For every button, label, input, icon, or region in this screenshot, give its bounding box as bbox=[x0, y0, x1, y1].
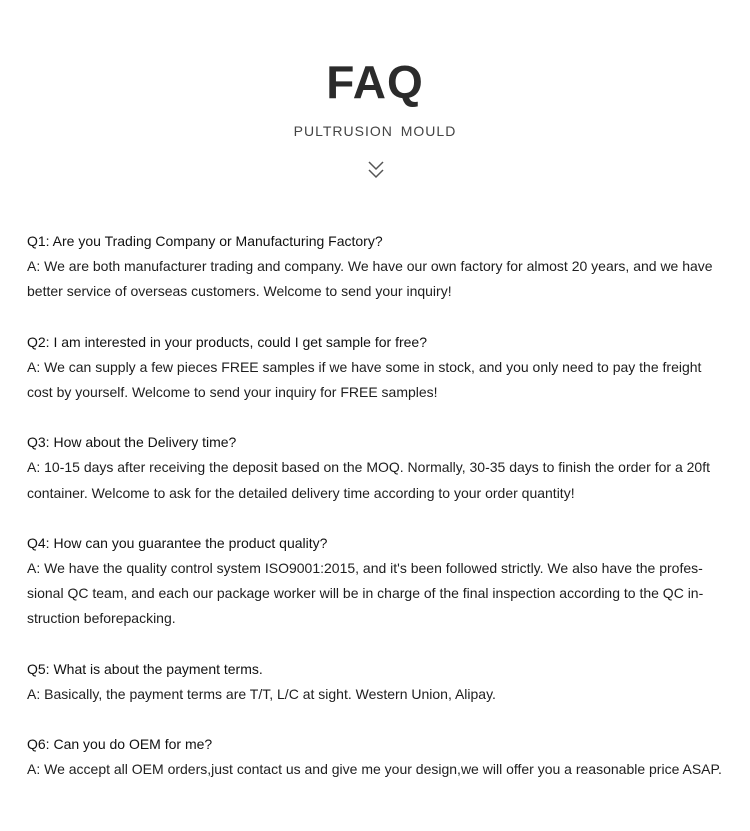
faq-item-4 bbox=[27, 531, 727, 632]
faq-answer: A: We have the quality control system ISO9001:2015, and it's been followed strictly. We also have the profes-sional QC team, and each our package worker will be in charge of the final inspection according to the QC in-struction beforepacking. bbox=[27, 560, 704, 627]
faq-question: Q5: What is about the payment terms. bbox=[27, 660, 263, 677]
faq-answer: A: We can supply a few pieces FREE samples if we have some in stock, and you only need to pay the freight cost by yourself. Welcome to send your inquiry for FREE samples! bbox=[27, 358, 702, 401]
page-subtitle: PULTRUSION MOULD bbox=[293, 123, 457, 139]
faq-item-1 bbox=[27, 229, 727, 305]
faq-item-6 bbox=[27, 732, 727, 782]
faq-answer: A: We are both manufacturer trading and company. We have our own factory for almost 20 years, and we have better service of overseas customers. Welcome to send your inquiry! bbox=[27, 258, 713, 300]
faq-list bbox=[27, 229, 727, 782]
double-chevron-down-icon bbox=[366, 159, 386, 181]
faq-item-2 bbox=[27, 330, 727, 406]
faq-question: Q4: How can you guarantee the product quality? bbox=[27, 534, 328, 551]
faq-answer: A: Basically, the payment terms are T/T, L/C at sight. Western Union, Alipay. bbox=[27, 685, 496, 702]
faq-answer: A: 10-15 days after receiving the deposit based on the MOQ. Normally, 30-35 days to finish the order for a 20ft container. Welcome to ask for the detailed delivery time according to your order quantity! bbox=[27, 459, 710, 501]
faq-question: Q1: Are you Trading Company or Manufacturing Factory? bbox=[27, 233, 383, 249]
faq-question: Q3: How about the Delivery time? bbox=[27, 434, 237, 451]
faq-answer: A: We accept all OEM orders,just contact us and give me your design,we will offer you a reasonable price ASAP. bbox=[27, 761, 722, 778]
page-title: FAQ bbox=[326, 56, 424, 108]
faq-item-5 bbox=[27, 657, 727, 707]
faq-question: Q2: I am interested in your products, could I get sample for free? bbox=[27, 333, 427, 350]
faq-question: Q6: Can you do OEM for me? bbox=[27, 736, 213, 753]
faq-item-3 bbox=[27, 430, 727, 506]
